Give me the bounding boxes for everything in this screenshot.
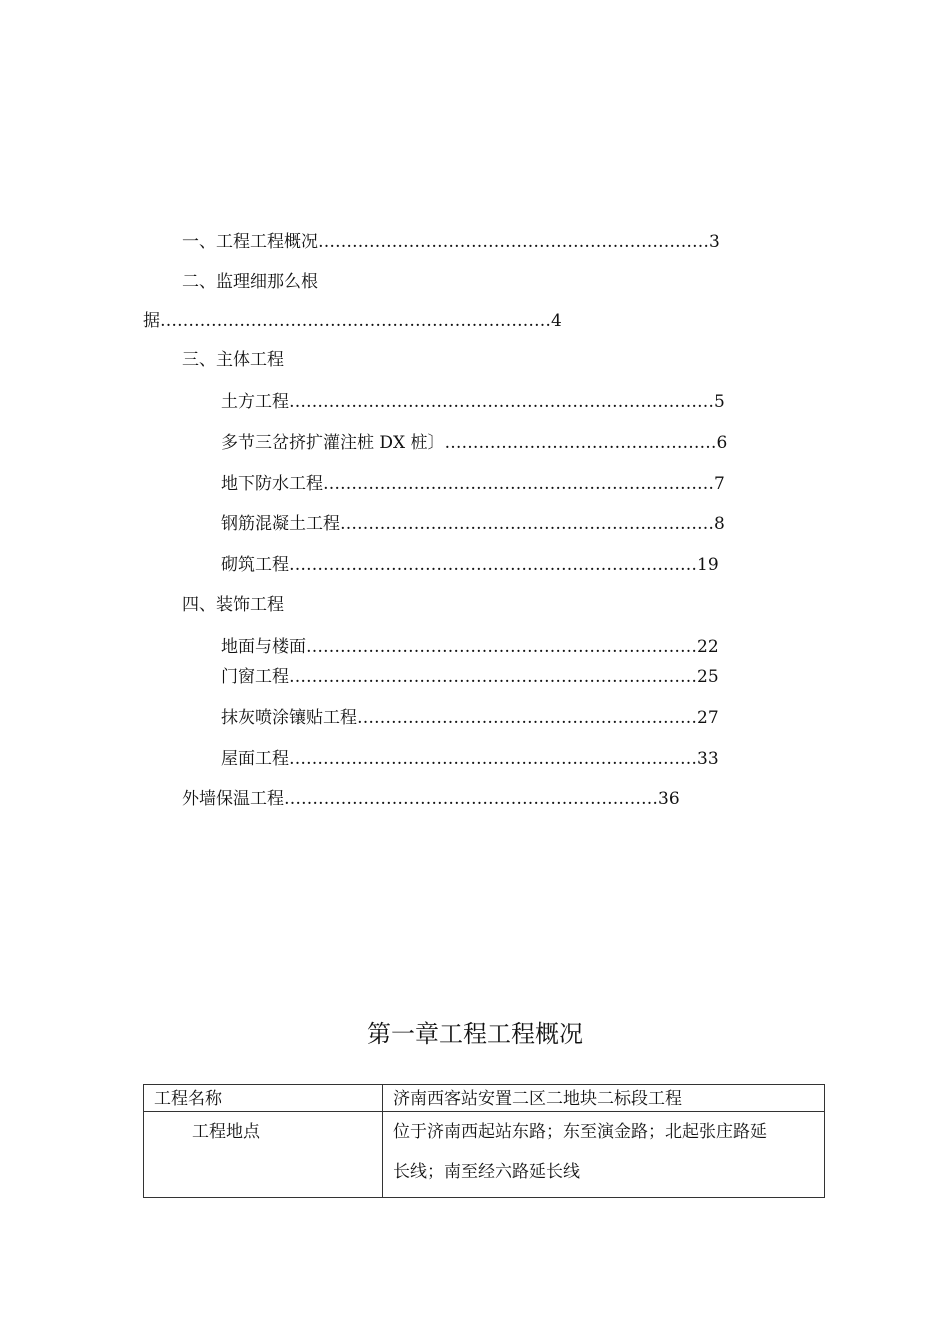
toc-leader-dots: ………………………………………………………… [284,789,658,809]
toc-page-number: 36 [658,789,680,809]
toc-entry[interactable] [221,513,725,535]
toc-entry-label: 钢筋混凝土工程 [221,514,340,534]
toc-entry[interactable] [221,636,719,658]
toc-entry-label: 门窗工程 [221,667,289,687]
toc-page-number: 3 [709,232,720,252]
toc-entry[interactable] [182,231,720,253]
toc-leader-dots: …………………………………………………………… [160,311,551,331]
toc-entry-label: 土方工程 [221,392,289,412]
toc-leader-dots: ……………………………………………………………… [289,749,697,769]
toc-entry[interactable] [221,391,725,413]
table-cell-value [383,1112,825,1198]
toc-leader-dots: ……………………………………………………………… [289,555,697,575]
toc-entry-label: 二、监理细那么根 [182,272,318,292]
toc-leader-dots: …………………………………………………………… [318,232,709,252]
table-row [144,1112,825,1198]
toc-entry-label: 抹灰喷涂镶贴工程 [221,708,357,728]
toc-entry-label: 屋面工程 [221,749,289,769]
toc-entry-label: 三、主体工程 [182,350,284,370]
project-location-value-line1: 位于济南西起站东路；东至演金路；北起张庄路延 [393,1122,767,1142]
toc-page-number: 5 [714,392,725,412]
toc-entry-label: 外墙保温工程 [182,789,284,809]
table-row [144,1085,825,1112]
table-cell-label [144,1112,383,1198]
toc-page-number: 19 [697,555,719,575]
project-name-value: 济南西客站安置二区二地块二标段工程 [393,1089,682,1109]
toc-page-number: 27 [697,708,719,728]
toc-section-heading[interactable] [182,349,284,371]
toc-page-number: 33 [697,749,719,769]
table-cell-value [383,1085,825,1112]
toc-page-number: 8 [714,514,725,534]
toc-entry[interactable] [221,707,719,729]
chapter-title: 第一章工程工程概况 [367,1020,583,1048]
toc-entry-label: 四、装饰工程 [182,595,284,615]
toc-leader-dots: …………………………………………………………… [306,637,697,657]
toc-page-number: 22 [697,637,719,657]
toc-page-number: 7 [714,474,725,494]
toc-entry-label: 一、工程工程概况 [182,232,318,252]
toc-entry[interactable] [221,666,719,688]
toc-entry-label: 据 [143,311,160,331]
toc-leader-dots: ……………………………………………………………… [289,667,697,687]
toc-leader-dots: …………………………………………………… [357,708,697,728]
toc-entry[interactable] [221,432,727,454]
toc-leader-dots: ………………………………………… [444,433,717,453]
toc-entry[interactable] [221,473,725,495]
toc-leader-dots: ………………………………………………………………… [289,392,714,412]
toc-entry-label: 砌筑工程 [221,555,289,575]
table-cell-label [144,1085,383,1112]
toc-section-heading[interactable] [182,594,284,616]
toc-entry[interactable] [221,748,719,770]
toc-entry[interactable] [221,554,719,576]
toc-entry-label: 地面与楼面 [221,637,306,657]
project-name-label: 工程名称 [154,1089,222,1109]
project-info-table [143,1084,825,1198]
toc-page-number: 4 [551,311,562,331]
toc-leader-dots: …………………………………………………………… [323,474,714,494]
toc-page-number: 25 [697,667,719,687]
project-location-value-line2: 长线；南至经六路延长线 [393,1162,580,1182]
toc-leader-dots: ………………………………………………………… [340,514,714,534]
toc-entry-continuation[interactable] [143,310,562,332]
project-location-label: 工程地点 [192,1122,260,1142]
toc-entry-label: 地下防水工程 [221,474,323,494]
toc-entry-label: 多节三岔挤扩灌注桩 DX 桩〕 [221,433,445,453]
toc-page-number: 6 [716,433,728,453]
toc-entry[interactable] [182,788,680,810]
toc-entry[interactable] [182,271,318,293]
